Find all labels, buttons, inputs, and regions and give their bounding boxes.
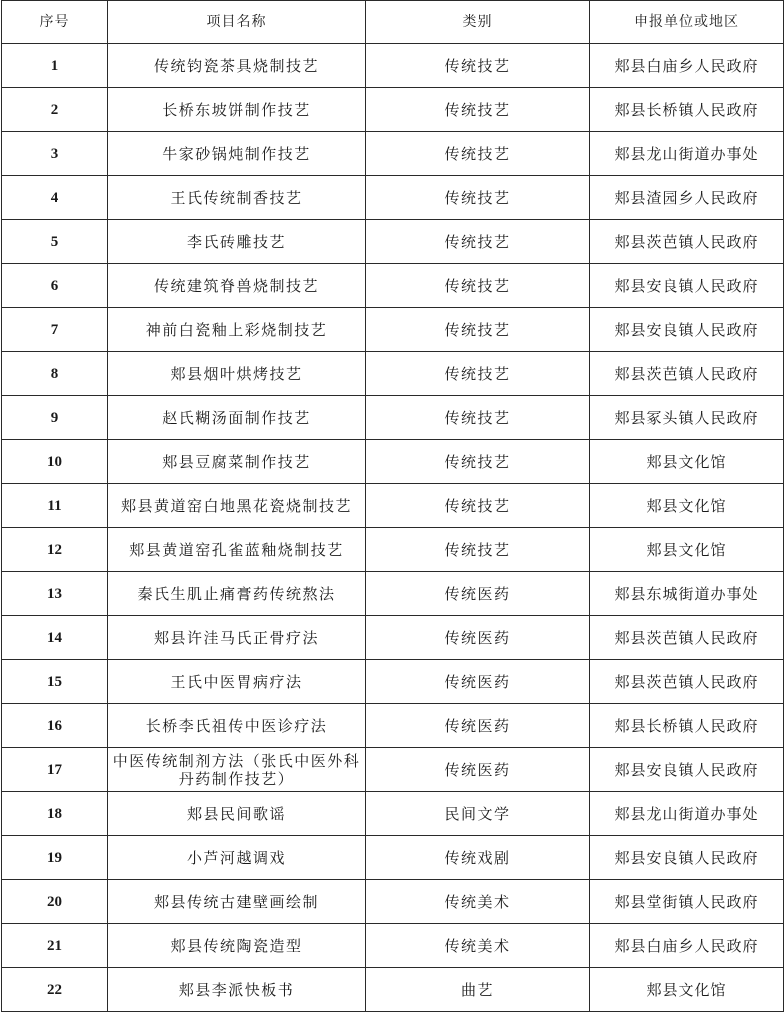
row-no: 3 — [2, 132, 108, 176]
row-category: 传统医药 — [366, 572, 590, 616]
row-unit: 郏县白庙乡人民政府 — [590, 924, 784, 968]
row-no: 5 — [2, 220, 108, 264]
header-name: 项目名称 — [108, 1, 366, 44]
table-row — [2, 352, 784, 396]
row-unit: 郏县茨芭镇人民政府 — [590, 220, 784, 264]
header-unit: 申报单位或地区 — [590, 1, 784, 44]
row-unit: 郏县安良镇人民政府 — [590, 264, 784, 308]
table-row — [2, 836, 784, 880]
header-no: 序号 — [2, 1, 108, 44]
row-unit: 郏县茨芭镇人民政府 — [590, 660, 784, 704]
table-row — [2, 484, 784, 528]
row-category: 传统美术 — [366, 924, 590, 968]
row-unit: 郏县文化馆 — [590, 968, 784, 1012]
row-unit: 郏县渣园乡人民政府 — [590, 176, 784, 220]
row-project-name: 郏县李派快板书 — [108, 968, 366, 1012]
table-row — [2, 264, 784, 308]
row-category: 传统技艺 — [366, 352, 590, 396]
row-category: 曲艺 — [366, 968, 590, 1012]
row-project-name: 郏县豆腐菜制作技艺 — [108, 440, 366, 484]
row-category: 传统技艺 — [366, 528, 590, 572]
row-unit: 郏县龙山街道办事处 — [590, 132, 784, 176]
table-row — [2, 792, 784, 836]
row-no: 13 — [2, 572, 108, 616]
table-row — [2, 924, 784, 968]
row-unit: 郏县茨芭镇人民政府 — [590, 352, 784, 396]
table-row — [2, 880, 784, 924]
row-no: 17 — [2, 748, 108, 792]
row-project-name: 李氏砖雕技艺 — [108, 220, 366, 264]
row-category: 传统技艺 — [366, 264, 590, 308]
row-unit: 郏县文化馆 — [590, 440, 784, 484]
row-no: 9 — [2, 396, 108, 440]
row-no: 6 — [2, 264, 108, 308]
row-no: 4 — [2, 176, 108, 220]
row-project-name: 王氏传统制香技艺 — [108, 176, 366, 220]
table-row — [2, 132, 784, 176]
row-project-name: 赵氏糊汤面制作技艺 — [108, 396, 366, 440]
row-project-name: 秦氏生肌止痛膏药传统熬法 — [108, 572, 366, 616]
row-no: 7 — [2, 308, 108, 352]
heritage-project-table — [1, 0, 784, 1012]
row-unit: 郏县冢头镇人民政府 — [590, 396, 784, 440]
row-category: 传统医药 — [366, 616, 590, 660]
header-row — [2, 1, 784, 44]
row-category: 传统美术 — [366, 880, 590, 924]
row-category: 传统技艺 — [366, 308, 590, 352]
row-no: 11 — [2, 484, 108, 528]
row-unit: 郏县茨芭镇人民政府 — [590, 616, 784, 660]
row-unit: 郏县长桥镇人民政府 — [590, 704, 784, 748]
row-project-name: 郏县许洼马氏正骨疗法 — [108, 616, 366, 660]
row-project-name: 郏县传统古建壁画绘制 — [108, 880, 366, 924]
row-no: 14 — [2, 616, 108, 660]
row-no: 15 — [2, 660, 108, 704]
row-category: 传统技艺 — [366, 44, 590, 88]
row-unit: 郏县龙山街道办事处 — [590, 792, 784, 836]
row-no: 21 — [2, 924, 108, 968]
row-project-name: 郏县民间歌谣 — [108, 792, 366, 836]
row-project-name: 长桥李氏祖传中医诊疗法 — [108, 704, 366, 748]
header-category: 类别 — [366, 1, 590, 44]
table-row — [2, 44, 784, 88]
row-project-name: 神前白瓷釉上彩烧制技艺 — [108, 308, 366, 352]
row-unit: 郏县堂街镇人民政府 — [590, 880, 784, 924]
row-project-name: 郏县烟叶烘烤技艺 — [108, 352, 366, 396]
table-row — [2, 220, 784, 264]
row-no: 19 — [2, 836, 108, 880]
row-category: 传统技艺 — [366, 220, 590, 264]
row-project-name: 王氏中医胃病疗法 — [108, 660, 366, 704]
row-no: 20 — [2, 880, 108, 924]
row-project-name: 传统建筑脊兽烧制技艺 — [108, 264, 366, 308]
row-project-name: 郏县黄道窑白地黑花瓷烧制技艺 — [108, 484, 366, 528]
table-row — [2, 660, 784, 704]
row-category: 传统技艺 — [366, 484, 590, 528]
row-no: 1 — [2, 44, 108, 88]
table-row — [2, 396, 784, 440]
row-unit: 郏县长桥镇人民政府 — [590, 88, 784, 132]
row-no: 16 — [2, 704, 108, 748]
row-no: 18 — [2, 792, 108, 836]
row-category: 传统技艺 — [366, 396, 590, 440]
row-category: 传统医药 — [366, 748, 590, 792]
row-category: 民间文学 — [366, 792, 590, 836]
row-project-name: 长桥东坡饼制作技艺 — [108, 88, 366, 132]
row-unit: 郏县安良镇人民政府 — [590, 836, 784, 880]
table-row — [2, 308, 784, 352]
row-category: 传统技艺 — [366, 88, 590, 132]
row-category: 传统医药 — [366, 660, 590, 704]
row-unit: 郏县文化馆 — [590, 484, 784, 528]
table-row — [2, 704, 784, 748]
row-no: 8 — [2, 352, 108, 396]
row-category: 传统技艺 — [366, 176, 590, 220]
row-category: 传统技艺 — [366, 132, 590, 176]
row-category: 传统戏剧 — [366, 836, 590, 880]
row-unit: 郏县东城街道办事处 — [590, 572, 784, 616]
row-no: 10 — [2, 440, 108, 484]
table-body — [2, 44, 784, 1012]
row-project-name: 传统钧瓷茶具烧制技艺 — [108, 44, 366, 88]
table-row — [2, 572, 784, 616]
row-unit: 郏县安良镇人民政府 — [590, 748, 784, 792]
row-no: 2 — [2, 88, 108, 132]
row-unit: 郏县安良镇人民政府 — [590, 308, 784, 352]
row-project-name: 中医传统制剂方法（张氏中医外科丹药制作技艺） — [108, 748, 366, 792]
row-unit: 郏县文化馆 — [590, 528, 784, 572]
table-row — [2, 616, 784, 660]
table-row — [2, 968, 784, 1012]
row-category: 传统医药 — [366, 704, 590, 748]
table-row — [2, 88, 784, 132]
row-project-name: 小芦河越调戏 — [108, 836, 366, 880]
row-unit: 郏县白庙乡人民政府 — [590, 44, 784, 88]
table-row — [2, 176, 784, 220]
row-project-name: 郏县黄道窑孔雀蓝釉烧制技艺 — [108, 528, 366, 572]
table-row — [2, 440, 784, 484]
row-no: 22 — [2, 968, 108, 1012]
row-category: 传统技艺 — [366, 440, 590, 484]
row-project-name: 郏县传统陶瓷造型 — [108, 924, 366, 968]
row-project-name: 牛家砂锅炖制作技艺 — [108, 132, 366, 176]
row-no: 12 — [2, 528, 108, 572]
table-row — [2, 528, 784, 572]
table-row — [2, 748, 784, 792]
